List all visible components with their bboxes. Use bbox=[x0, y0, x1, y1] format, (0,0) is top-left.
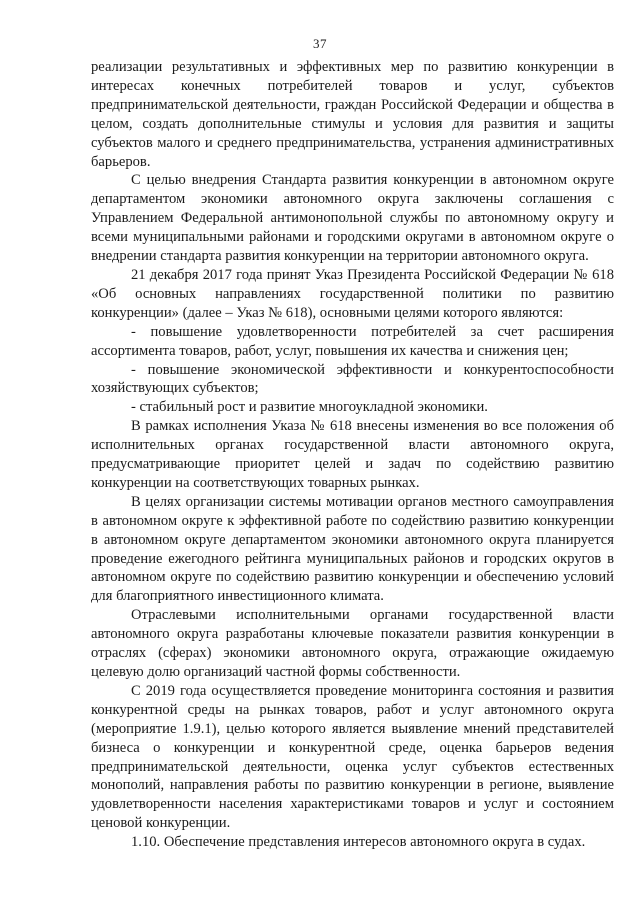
paragraph-key-indicators: Отраслевыми исполнительными органами государственной власти автономного округа разработаны ключевые показатели развития конкуренции в отраслях (сферах) экономики автономного округа, отражающие ожидаемую целевую долю организаций частной формы собственности. bbox=[91, 607, 614, 680]
paragraph-monitoring-2019: С 2019 года осуществляется проведение мониторинга состояния и развития конкурентной среды на рынках товаров, работ и услуг автономного округа (мероприятие 1.9.1), целью которого является выявление мнений представителей бизнеса о конкуренции и конкурентной среде, оценка барьеров ведения предпринимательской деятельности, оценка услуг субъектов естественных монополий, направления работы по развитию конкуренции в регионе, выявление удовлетворенности населения характеристиками товаров и услуг и состоянием ценовой конкуренции. bbox=[91, 682, 614, 832]
list-item-economic-efficiency: - повышение экономической эффективности и конкурентоспособности хозяйствующих субъектов; bbox=[91, 361, 614, 397]
page-number: 37 bbox=[313, 36, 327, 51]
list-item-consumer-satisfaction: - повышение удовлетворенности потребителей за счет расширения ассортимента товаров, работ, услуг, повышения их качества и снижения цен; bbox=[91, 323, 614, 359]
list-item-stable-growth: - стабильный рост и развитие многоукладной экономики. bbox=[131, 399, 488, 416]
paragraph-continuation: реализации результативных и эффективных мер по развитию конкуренции в интересах конечных потребителей товаров и услуг, субъектов предпринимательской деятельности, граждан Российской Федерации и общества в целом, создать дополнительные стимулы и условия для развития и защиты субъектов малого и среднего предпринимательства, устранения административных барьеров. bbox=[91, 59, 614, 170]
paragraph-standard-agreements: С целью внедрения Стандарта развития конкуренции в автономном округе департаментом экономики автономного округа заключены соглашения с Управлением Федеральной антимонопольной службы по автономному округу и всеми муниципальными районами и городскими округами в автономном округе о внедрении стандарта развития конкуренции на территории автономного округа. bbox=[91, 172, 614, 265]
document-body bbox=[91, 58, 614, 852]
paragraph-decree-618: 21 декабря 2017 года принят Указ Президента Российской Федерации № 618 «Об основных направлениях государственной политики по развитию конкуренции» (далее – Указ № 618), основными целями которого являются: bbox=[91, 266, 614, 321]
paragraph-decree-implementation: В рамках исполнения Указа № 618 внесены изменения во все положения об исполнительных органах государственной власти автономного округа, предусматривающие приоритет целей и задач по содействию развитию конкуренции на соответствующих товарных рынках. bbox=[91, 418, 614, 491]
paragraph-municipal-rating: В целях организации системы мотивации органов местного самоуправления в автономном округе к эффективной работе по содействию развитию конкуренции в автономном округе департаментом экономики автономного округа планируется проведение ежегодного рейтинга муниципальных районов и городских округов в автономном округе по содействию развитию конкуренции и обеспечению условий для благоприятного инвестиционного климата. bbox=[91, 493, 614, 605]
section-heading-1-10: 1.10. Обеспечение представления интересов автономного округа в судах. bbox=[131, 834, 586, 851]
